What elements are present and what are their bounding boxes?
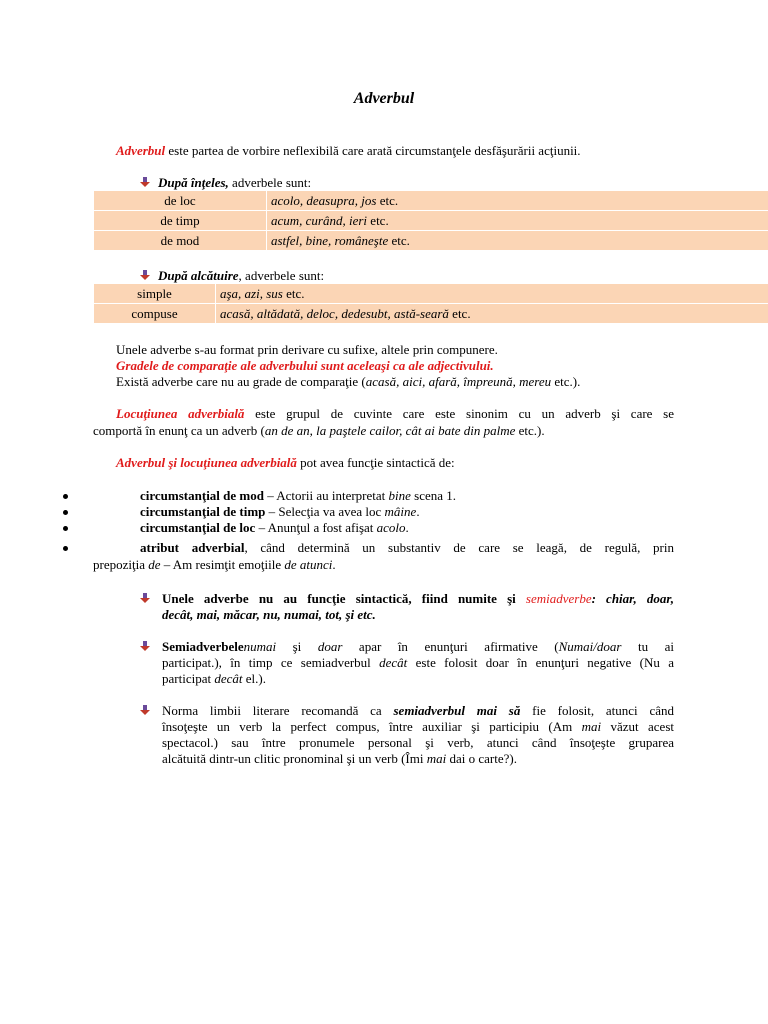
semiadverbs-note <box>140 591 158 607</box>
arrow-down-icon <box>140 593 150 604</box>
table-cell-type: de timp <box>94 211 267 231</box>
locution-definition: Locuţiunea adverbială este grupul de cuvinte care este sinonim cu un adverb şi care se <box>116 406 674 421</box>
derivation-text: Unele adverbe s-au format prin derivare cu sufixe, altele prin compunere. <box>116 342 498 357</box>
semiadverbs-usage <box>140 639 158 655</box>
norm-note-line2: însoţeşte un verb la perfect compus, între auxiliar şi participiu (Am mai văzut acest <box>162 719 674 734</box>
intro-term: Adverbul <box>116 143 166 158</box>
table-cell-examples: aşa, azi, sus etc. <box>216 284 768 304</box>
bullet-icon <box>63 546 68 551</box>
table-row <box>94 231 768 251</box>
norm-note <box>140 703 158 719</box>
semiadverbs-usage-line3: participat decât el.). <box>162 671 266 686</box>
arrow-down-icon <box>140 177 150 188</box>
semiadverbs-line1: Unele adverbe nu au funcţie sintactică, fiind numite şi semiadverbe: chiar, doar, <box>162 591 674 606</box>
intro-text: este partea de vorbire neflexibilă care arată circumstanţele desfăşurării acţiunii. <box>165 143 581 158</box>
no-comparison-text: Există adverbe care nu au grade de comparaţie (acasă, aici, afară, împreună, mereu etc.). <box>116 374 581 389</box>
arrow-down-icon <box>140 270 150 281</box>
list-item-cont: prepoziţia de – Am resimţit emoţiile de atunci. <box>93 557 336 572</box>
functions-intro: Adverbul şi locuţiunea adverbială pot avea funcţie sintactică de: <box>116 455 455 470</box>
semiadverbs-usage-line1: Semiadverbelenumai şi doar apar în enunţuri afirmative (Numai/doar tu ai <box>162 639 674 654</box>
intro-paragraph <box>116 143 581 159</box>
bullet-icon <box>63 510 68 515</box>
list-item: atribut adverbial, când determină un substantiv de care se leagă, de regulă, prin <box>140 540 674 555</box>
section1-header <box>140 175 311 191</box>
table-row <box>94 191 768 211</box>
table-row <box>94 304 768 324</box>
semiadverbs-line2: decât, mai, măcar, nu, numai, tot, şi etc. <box>162 607 376 622</box>
table-cell-examples: astfel, bine, româneşte etc. <box>267 231 768 251</box>
table-cell-type: simple <box>94 284 216 304</box>
list-item: circumstanţial de loc – Anunţul a fost afişat acolo. <box>140 520 409 535</box>
comparison-note: Gradele de comparaţie ale adverbului sunt aceleaşi ca ale adjectivului. <box>116 358 494 373</box>
arrow-down-icon <box>140 705 150 716</box>
table-cell-type: compuse <box>94 304 216 324</box>
norm-note-line4: alcătuită dintr-un clitic pronominal şi un verb (Îmi mai dai o carte?). <box>162 751 517 766</box>
table-row <box>94 284 768 304</box>
functions-term: Adverbul şi locuţiunea adverbială <box>116 455 297 470</box>
bullet-icon <box>63 494 68 499</box>
table-cell-examples: acasă, altădată, deloc, dedesubt, astă-seară etc. <box>216 304 768 324</box>
section1-text: adverbele sunt: <box>228 175 312 190</box>
section2-text: , adverbele sunt: <box>238 268 325 283</box>
table-cell-type: de mod <box>94 231 267 251</box>
page-title: Adverbul <box>353 90 415 107</box>
arrow-down-icon <box>140 641 150 652</box>
table-cell-type: de loc <box>94 191 267 211</box>
list-item: circumstanţial de mod – Actorii au interpretat bine scena 1. <box>140 488 457 503</box>
meaning-table <box>93 190 768 251</box>
structure-table <box>93 283 768 324</box>
locution-term: Locuţiunea adverbială <box>116 406 245 421</box>
list-item: circumstanţial de timp – Selecţia va avea loc mâine. <box>140 504 420 519</box>
bullet-icon <box>63 526 68 531</box>
section1-label: După înţeles, <box>158 175 229 190</box>
locution-definition-cont: comportă în enunţ ca un adverb (an de an, la paştele cailor, cât ai bate din palme etc.). <box>93 423 545 438</box>
norm-note-line1: Norma limbii literare recomandă ca semiadverbul mai să fie folosit, atunci când <box>162 703 674 718</box>
norm-note-line3: spectacol.) sau între pronumele personal şi verb, atunci când însoţeşte gruparea <box>162 735 674 750</box>
table-cell-examples: acum, curând, ieri etc. <box>267 211 768 231</box>
semiadverbs-usage-line2: participat.), în timp ce semiadverbul decât este folosit doar în enunţuri negative (Nu a <box>162 655 674 670</box>
table-row <box>94 211 768 231</box>
table-cell-examples: acolo, deasupra, jos etc. <box>267 191 768 211</box>
section2-label: După alcătuire <box>158 268 239 283</box>
section2-header <box>140 268 324 284</box>
